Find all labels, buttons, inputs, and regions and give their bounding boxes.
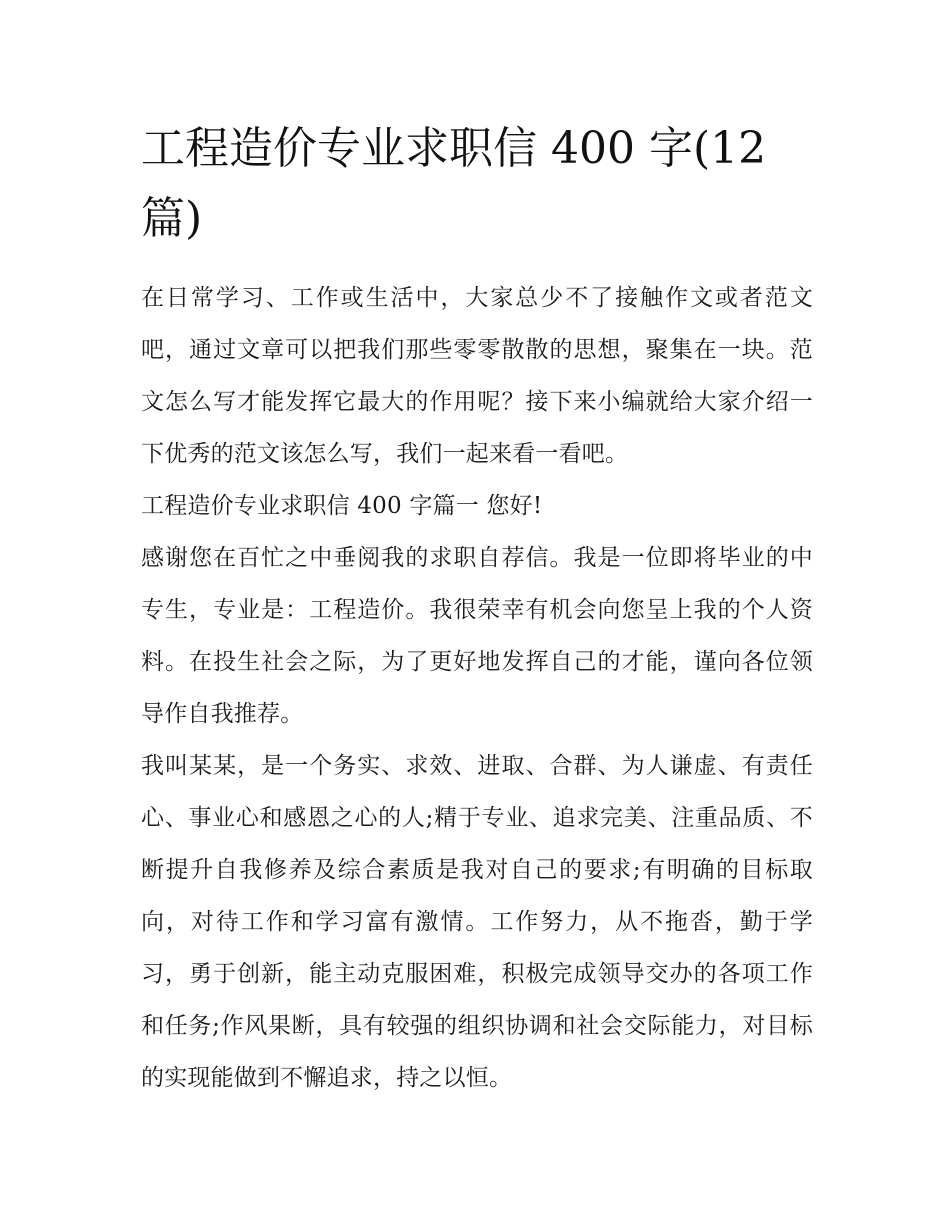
section-heading-line: 工程造价专业求职信 400 字篇一 您好! [141, 493, 543, 519]
intro-paragraph: 在日常学习、工作或生活中，大家总少不了接触作文或者范文吧，通过文章可以把我们那些零零散散的思想，聚集在一块。范文怎么写才能发挥它最大的作用呢？接下来小编就给大家介绍一下优秀的范文该怎么写，我们一起来看一看吧。 [141, 285, 813, 467]
body-paragraph: 感谢您在百忙之中垂阅我的求职自荐信。我是一位即将毕业的中专生，专业是：工程造价。我很荣幸有机会向您呈上我的个人资料。在投生社会之际，为了更好地发挥自己的才能，谨向各位领导作自我推荐。 [141, 545, 813, 727]
document-title: 工程造价专业求职信 400 字(12 篇) [141, 123, 767, 244]
document-body [141, 272, 813, 1104]
document-content [141, 114, 813, 1104]
body-paragraph: 我叫某某，是一个务实、求效、进取、合群、为人谦虚、有责任心、事业心和感恩之心的人;精于专业、追求完美、注重品质、不断提升自我修养及综合素质是我对自己的要求;有明确的目标取向，对待工作和学习富有激情。工作努力，从不拖沓，勤于学习，勇于创新，能主动克服困难，积极完成领导交办的各项工作和任务;作风果断，具有较强的组织协调和社会交际能力，对目标的实现能做到不懈追求，持之以恒。 [141, 753, 813, 1091]
